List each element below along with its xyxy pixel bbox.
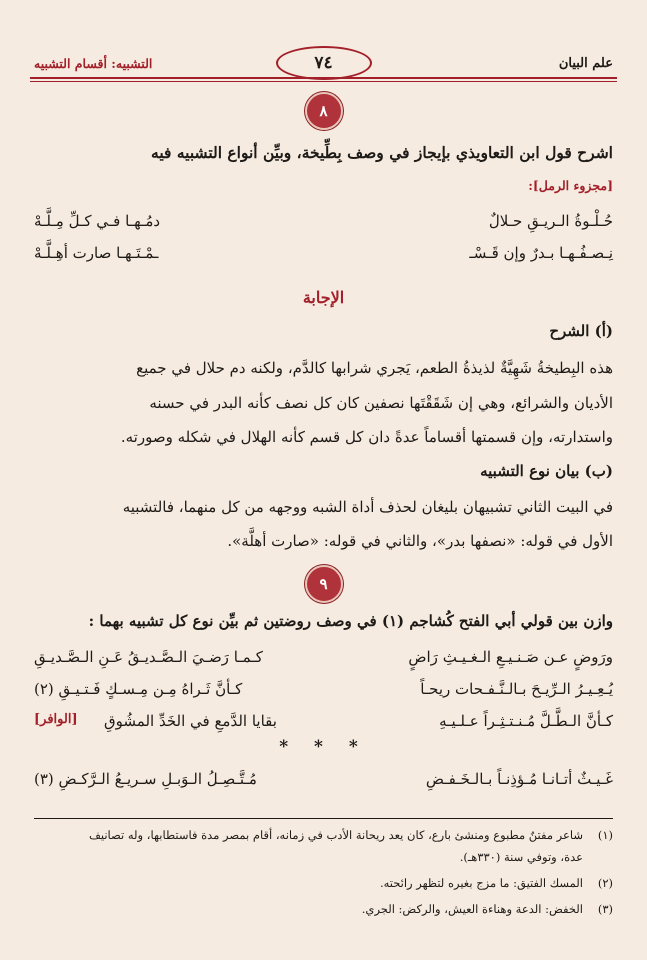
verse-line [34, 770, 613, 796]
meter-label: [مجزوء الرمل]: [528, 178, 613, 193]
verse-hemistich-first: غَـيـثٌ أتـانـا مُـؤذِنـاً بـالـخَـفـضِ [425, 770, 613, 788]
footnote [34, 874, 613, 892]
footnote-continuation [34, 848, 583, 866]
meter-label: [الوافر] [34, 712, 78, 727]
header-rule-thin [30, 81, 617, 82]
page-number: ٧٤ [276, 46, 372, 80]
type-label-text: (ب) بيان نوع التشبيه [480, 462, 613, 480]
verse-hemistich-first: يُـعِـيـرُ الـرِّيـحَ بـالـنَّـفـحات ريحـاً [420, 680, 613, 698]
chapter-title: التشبيه: أقسام التشبيه [34, 56, 153, 71]
explanation-label [549, 322, 613, 340]
footnote-text: شاعر مفتنٌ مطبوع ومنشئ بارع، كان يعد ريحانة الأدب في زمانه، أقام بمصر مدة فاستطابها، وله تصانيف [88, 828, 583, 842]
type-line: في البيت الثاني تشبيهان بليغان لحذف أداة الشبه ووجهه من كل منهما، فالتشبيه [122, 498, 613, 516]
verse-hemistich-second: بقايا الدَّمعِ في الخَدِّ المشُوقِ [104, 712, 277, 730]
explanation-line: واستدارته، وإن قسمتها أقساماً عدةً دان كل قسم كأنه الهلال في شكله وصورته. [120, 428, 613, 446]
verse-hemistich-first: حُـلْـوةُ الـريـقِ حـلالٌ [488, 212, 613, 230]
exercise-number-badge: ٩ [305, 565, 343, 603]
section-separator-stars: * * * [279, 737, 368, 757]
footnote-text: الخفض: الدعة وهناءة العيش، والركض: الجري. [361, 902, 583, 916]
verse-line [34, 648, 613, 674]
verse-line [34, 680, 613, 706]
exercise-prompt: اشرح قول ابن التعاويذي بإيجاز في وصف بِطِّيخة، وبيِّن أنواع التشبيه فيه [151, 143, 613, 162]
verse-hemistich-second: كـمـا رَضـيَ الـصَّـديـقُ عَـنِ الـصَّـديـقِ [34, 648, 263, 666]
answer-heading: الإجابة [302, 288, 345, 307]
footnote-text: المسك الفتيق: ما مزج بغيره لتظهر رائحته. [379, 876, 583, 890]
verse-hemistich-first: ورَوضٍ عـن صَـنـيـعِ الـغـيـثِ رَاضٍ [408, 648, 613, 666]
footnote-rule [34, 818, 613, 819]
type-label [480, 462, 613, 480]
type-line: الأول في قوله: «نصفها بدر»، والثاني في قوله: «صارت أهلَّة». [227, 532, 613, 550]
verse-hemistich-first: نِـصـفُـهـا بـدرٌ وإن قَـسْـ [469, 244, 613, 262]
verse-hemistich-second: مُـتَّـصِـلُ الـوَبـلِ سـريـعُ الـرَّكـضِ (٣) [34, 770, 257, 788]
header-rule [30, 77, 617, 79]
verse-line [34, 712, 613, 738]
verse-line [34, 244, 613, 270]
verse-line [34, 212, 613, 238]
footnote-number: (١) [597, 828, 613, 842]
verse-hemistich-second: ـمْـتَـهـا صارت أهِـلَّـهْ [34, 244, 159, 262]
verse-hemistich-second: دمُـهـا فـي كـلِّ مِـلَّـهْ [34, 212, 161, 230]
explanation-label-text: (أ) الشرح [549, 322, 613, 340]
verse-hemistich-first: كـأنَّ الـطَّـلَّ مُـنـتـثِـراً عـلـيـهِ [439, 712, 613, 730]
explanation-line: هذه البِطيخةُ شَهِيَّةٌ لذيذةُ الطعم، يَجري شرابها كالدَّم، ولكنه دم حلال في جميع [136, 359, 613, 377]
explanation-line: الأديان والشرائع، وهي إن شَقَقْتَها نصفين كان كل نصف كأنه البدر في حسنه [149, 394, 613, 412]
footnote [34, 826, 613, 844]
verse-hemistich-second: كـأنَّ ثَـراهُ مِـن مِـسـكٍ فَـتـيـقِ (٢) [34, 680, 243, 698]
book-title: علم البيان [558, 56, 613, 71]
footnote-number: (٣) [597, 902, 613, 916]
footnote-text: عدة، وتوفي سنة (٣٣٠هـ). [459, 850, 583, 864]
footnote [34, 900, 613, 918]
exercise-prompt: وازن بين قولي أبي الفتح كُشاجم (١) في وصف روضتين ثم بيِّن نوع كل تشبيه بهما : [88, 612, 613, 630]
exercise-number-badge: ٨ [305, 92, 343, 130]
footnote-number: (٢) [597, 876, 613, 890]
